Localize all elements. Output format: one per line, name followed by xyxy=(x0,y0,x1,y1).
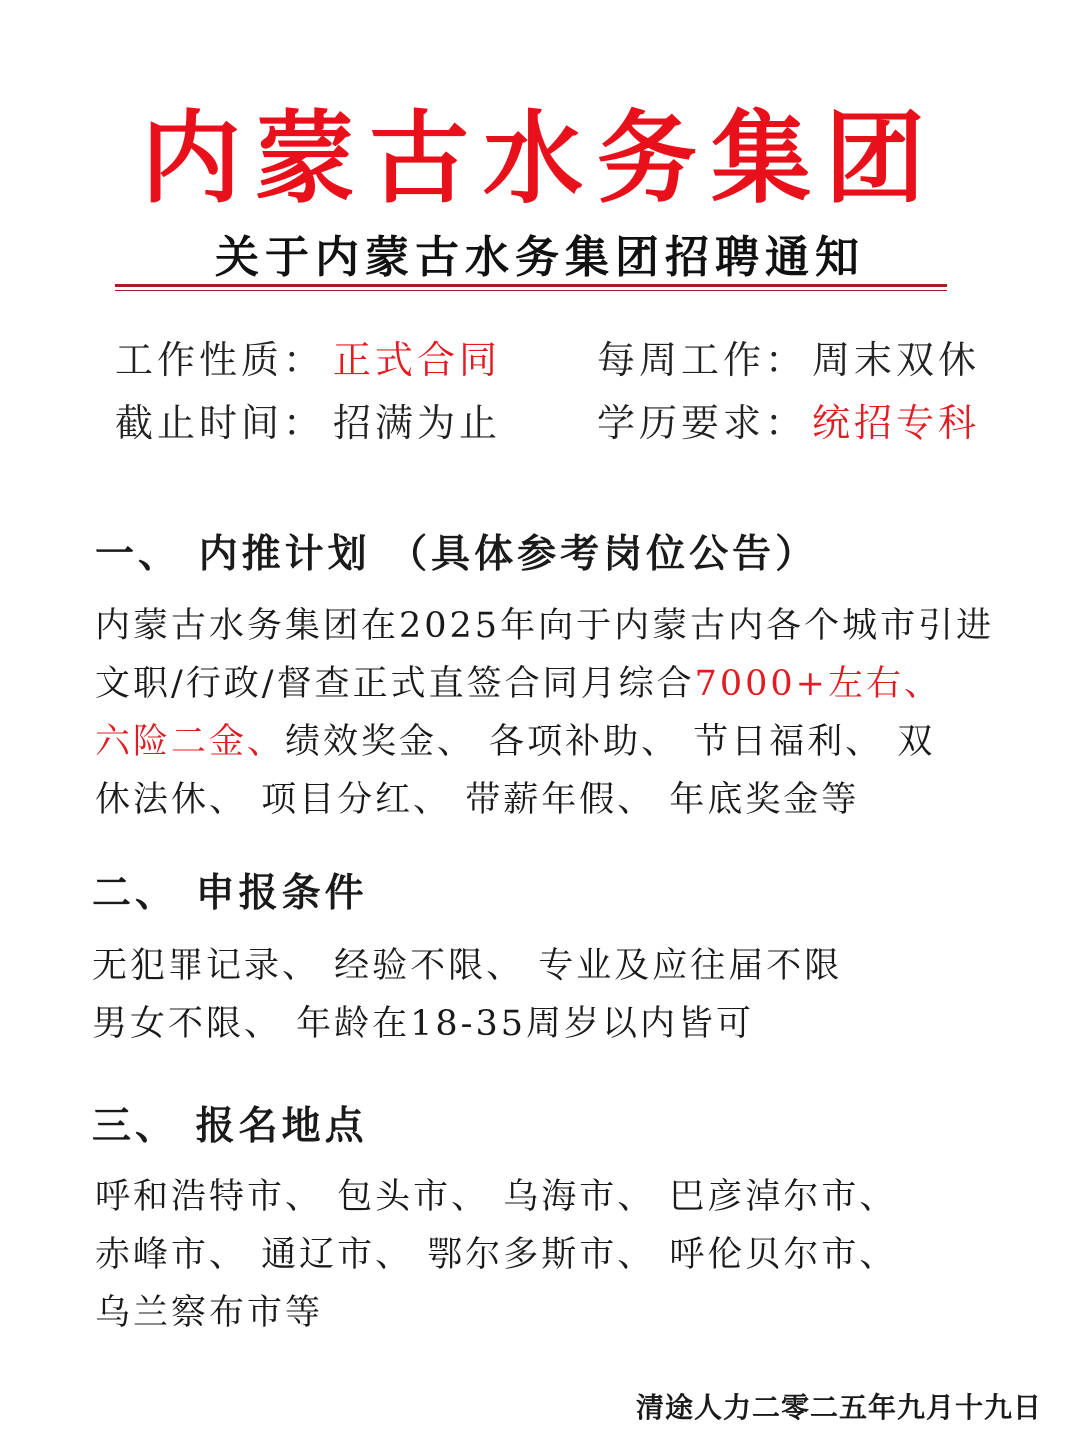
section-referral-plan-title: 一、 内推计划 （具体参考岗位公告） xyxy=(95,531,819,577)
section1-line-1: 内蒙古水务集团在2025年向于内蒙古内各个城市引进 xyxy=(95,606,995,646)
deadline-label: 截止时间： xyxy=(115,401,326,445)
title-divider-thin xyxy=(115,290,947,291)
section1-line-2-text: 文职/行政/督查正式直签合同月综合 xyxy=(95,664,695,704)
education-label: 学历要求： xyxy=(597,401,808,445)
section3-line-3: 乌兰察布市等 xyxy=(95,1293,324,1333)
section2-line-2: 男女不限、 年龄在18-35周岁以内皆可 xyxy=(92,1004,755,1044)
section-requirements-title: 二、 申报条件 xyxy=(92,870,368,916)
job-nature-value: 正式合同 xyxy=(333,338,502,382)
footer-signature: 清途人力二零二五年九月十九日 xyxy=(635,1391,1042,1424)
insurance-highlight: 六险二金、 xyxy=(95,722,286,762)
section1-line-2 xyxy=(95,655,942,713)
notice-subtitle: 关于内蒙古水务集团招聘通知 xyxy=(215,232,865,283)
section3-line-2: 赤峰市、 通辽市、 鄂尔多斯市、 呼伦贝尔市、 xyxy=(95,1235,898,1275)
weekly-work-label: 每周工作： xyxy=(597,338,808,382)
weekly-work-value: 周末双休 xyxy=(812,338,981,382)
education-value: 统招专科 xyxy=(812,401,981,445)
section1-line-3 xyxy=(95,713,935,771)
salary-highlight: 7000+左右、 xyxy=(694,664,942,704)
section1-line-3-text: 绩效奖金、 各项补助、 节日福利、 双 xyxy=(285,722,936,762)
section2-line-1: 无犯罪记录、 经验不限、 专业及应往届不限 xyxy=(92,946,843,986)
job-nature-label: 工作性质： xyxy=(115,338,326,382)
main-title: 内蒙古水务集团 xyxy=(141,99,939,217)
deadline-value: 招满为止 xyxy=(333,401,502,445)
section3-line-1: 呼和浩特市、 包头市、 乌海市、 巴彦淖尔市、 xyxy=(95,1177,898,1217)
section1-line-4: 休法休、 项目分红、 带薪年假、 年底奖金等 xyxy=(95,780,860,820)
section-locations-title: 三、 报名地点 xyxy=(92,1103,368,1149)
title-divider xyxy=(115,284,947,287)
